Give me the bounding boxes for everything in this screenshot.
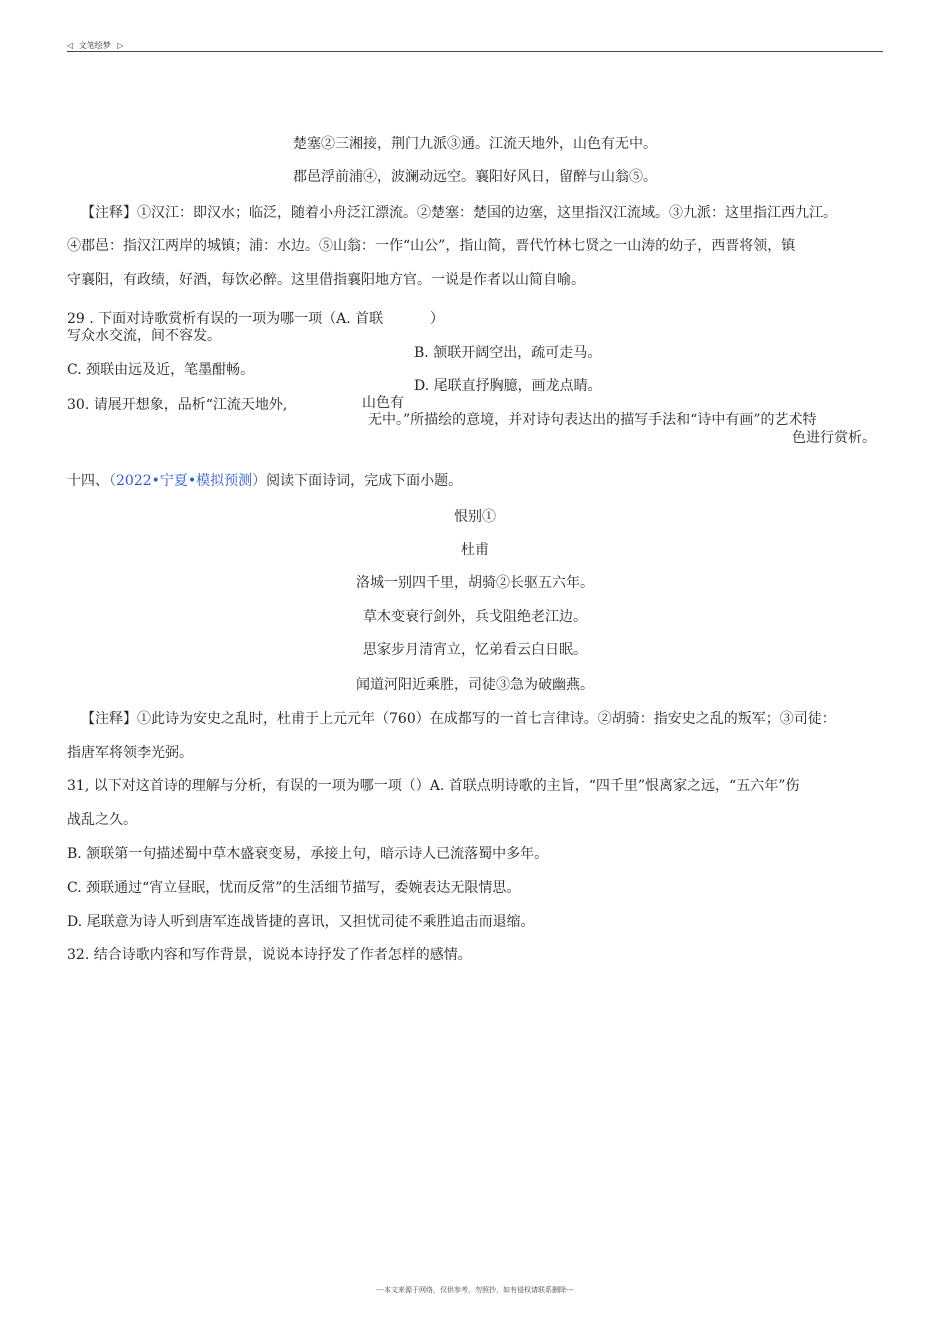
- poem2-line4: 闻道河阳近乘胜，司徒③急为破幽燕。: [356, 677, 594, 693]
- poem2-line1: 洛城一别四千里，胡骑②长驱五六年。: [356, 575, 594, 591]
- header-rule: [67, 51, 883, 52]
- poem2-title: 恨别①: [454, 509, 496, 525]
- notes2-line1: 【注释】①此诗为安史之乱时，杜甫于上元元年（760）在成都写的一首七言律诗。②胡骑：指安史之乱的叛军；③司徒：: [81, 711, 836, 727]
- section14-instruction: 阅读下面诗词，完成下面小题。: [266, 473, 463, 489]
- q32-stem: 32. 结合诗歌内容和写作背景，说说本诗抒发了作者怎样的感情。: [67, 947, 472, 963]
- header-title: 文笔绘梦: [78, 41, 111, 50]
- poem2-line3: 思家步月清宵立，忆弟看云白日眠。: [363, 642, 587, 658]
- poem2-author: 杜甫: [461, 542, 489, 558]
- q29-option-b: B. 颔联开阔空出，疏可走马。: [414, 345, 602, 361]
- header-left-mark: ◁: [67, 41, 74, 50]
- section14-heading: [67, 472, 462, 490]
- notes1-line3: 守襄阳，有政绩，好酒，每饮必醉。这里借指襄阳地方官。一说是作者以山简自喻。: [67, 272, 585, 288]
- notes1-line1: 【注释】①汉江：即汉水；临泛，随着小舟泛江漂流。②楚塞：楚国的边塞，这里指汉江流域。③九派：这里指江西九江。: [81, 205, 837, 221]
- section14-source-link[interactable]: （2022•宁夏•模拟预测）: [109, 473, 267, 489]
- q30-part2: 山色有: [362, 395, 404, 411]
- section14-number: 十四、: [67, 473, 109, 489]
- notes2-line2: 指唐军将领李光弼。: [67, 745, 193, 761]
- q31-option-d: D. 尾联意为诗人听到唐军连战皆捷的喜讯，又担忧司徒不乘胜追击而退缩。: [67, 914, 535, 930]
- poem2-line2: 草木变衰行剑外，兵戈阻绝老江边。: [363, 609, 587, 625]
- q30-part4: 色进行赏析。: [792, 430, 876, 446]
- header-right-mark: ▷: [117, 41, 124, 50]
- q31-stem-cont: 战乱之久。: [67, 812, 137, 828]
- q29-stem: 29 . 下面对诗歌赏析有误的一项为哪一项（A. 首联: [67, 311, 384, 327]
- q31-option-c: C. 颈联通过“宵立昼眠，忧而反常”的生活细节描写，委婉表达无限情思。: [67, 880, 521, 896]
- q29-option-a-cont: 写众水交流，间不容发。: [67, 328, 221, 344]
- q29-paren: ）: [430, 311, 444, 327]
- q31-stem: 31, 以下对这首诗的理解与分析，有误的一项为哪一项（）A. 首联点明诗歌的主旨，“四千里”恨离家之远，“五六年”伤: [67, 778, 800, 794]
- q30-part3: 无中。”所描绘的意境，并对诗句表达出的描写手法和“诗中有画”的艺术特: [368, 412, 817, 428]
- poem1-line4: 郡邑浮前浦④，波澜动远空。襄阳好风日，留醉与山翁⑤。: [293, 169, 657, 185]
- page-footer: ---本文来源于网络，仅供参考，勿照抄，如有侵权请联系删除---: [376, 1286, 574, 1294]
- poem1-line3: 楚塞②三湘接，荆门九派③通。江流天地外，山色有无中。: [293, 136, 657, 152]
- q31-option-b: B. 颔联第一句描述蜀中草木盛衰变易，承接上句，暗示诗人已流落蜀中多年。: [67, 846, 549, 862]
- q30-part1: 30. 请展开想象，品析“江流天地外,: [67, 397, 288, 413]
- q29-option-c: C. 颈联由远及近，笔墨酣畅。: [67, 362, 255, 378]
- notes1-line2: ④郡邑：指汉江两岸的城镇；浦：水边。⑤山翁：一作“山公”，指山简，晋代竹林七贤之一山涛的幼子，西晋将领，镇: [67, 238, 796, 254]
- page-header: [67, 40, 123, 51]
- q29-option-d: D. 尾联直抒胸臆，画龙点睛。: [414, 378, 602, 394]
